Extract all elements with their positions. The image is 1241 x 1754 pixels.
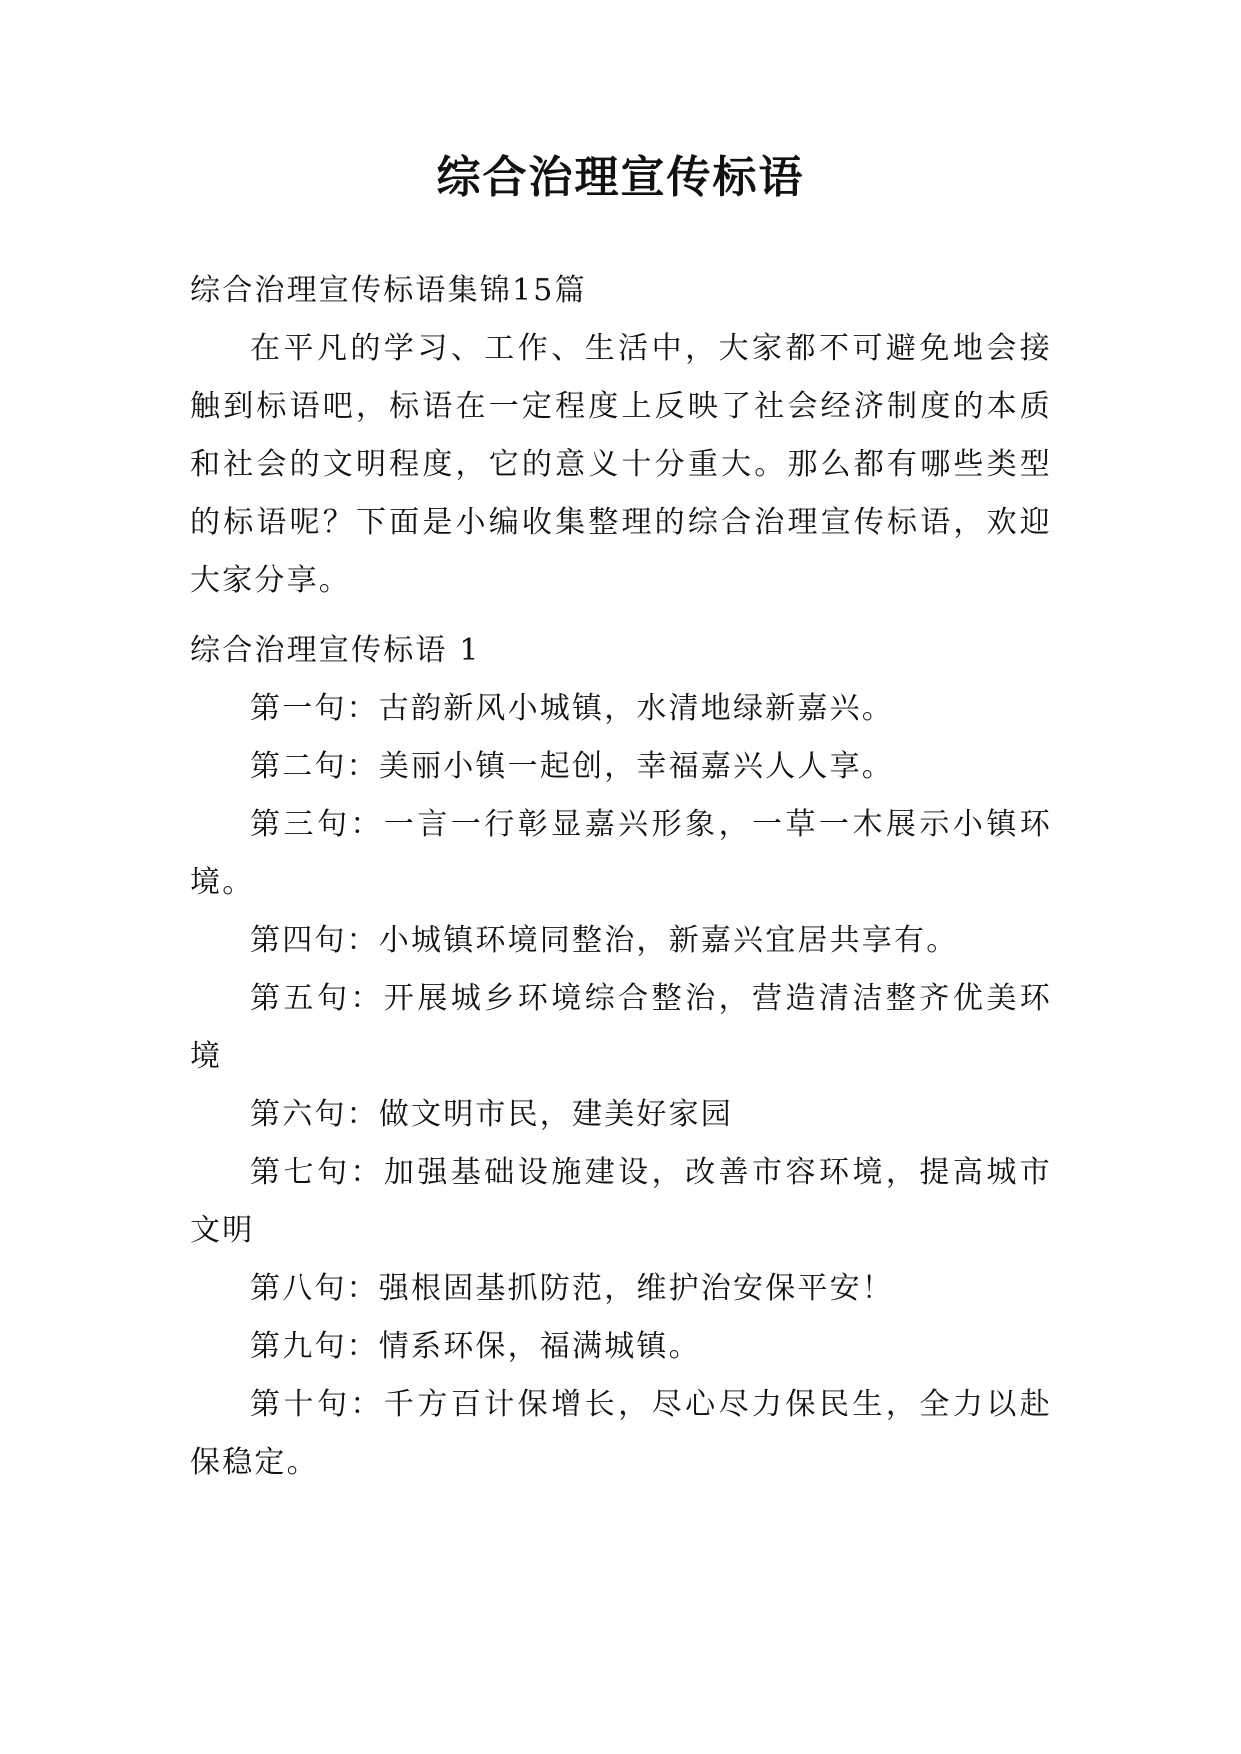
intro-paragraph: 在平凡的学习、工作、生活中，大家都不可避免地会接触到标语吧，标语在一定程度上反映了社会经济制度的本质和社会的文明程度，它的意义十分重大。那么都有哪些类型的标语呢？下面是小编收集整理的综合治理宣传标语，欢迎大家分享。 — [190, 331, 1052, 598]
slogan-item-3: 第三句：一言一行彰显嘉兴形象，一草一木展示小镇环境。 — [190, 807, 1052, 900]
section-heading: 综合治理宣传标语 1 — [190, 633, 481, 668]
intro-block — [190, 262, 1052, 610]
slogan-item-5: 第五句：开展城乡环境综合整治，营造清洁整齐优美环境 — [190, 981, 1052, 1074]
collection-heading: 综合治理宣传标语集锦15篇 — [190, 273, 587, 308]
slogan-item-9: 第九句：情系环保，福满城镇。 — [250, 1329, 701, 1364]
section-1 — [190, 622, 1052, 1492]
slogan-item-1: 第一句：古韵新风小城镇，水清地绿新嘉兴。 — [250, 691, 894, 726]
slogan-item-6: 第六句：做文明市民，建美好家园 — [250, 1097, 733, 1132]
slogan-item-10: 第十句：千方百计保增长，尽心尽力保民生，全力以赴保稳定。 — [190, 1387, 1052, 1480]
slogan-item-4: 第四句：小城镇环境同整治，新嘉兴宜居共享有。 — [250, 923, 959, 958]
slogan-item-8: 第八句：强根固基抓防范，维护治安保平安！ — [250, 1271, 894, 1306]
document-title: 综合治理宣传标语 — [436, 152, 805, 203]
slogan-item-7: 第七句：加强基础设施建设，改善市容环境，提高城市文明 — [190, 1155, 1052, 1248]
slogan-item-2: 第二句：美丽小镇一起创，幸福嘉兴人人享。 — [250, 749, 894, 784]
